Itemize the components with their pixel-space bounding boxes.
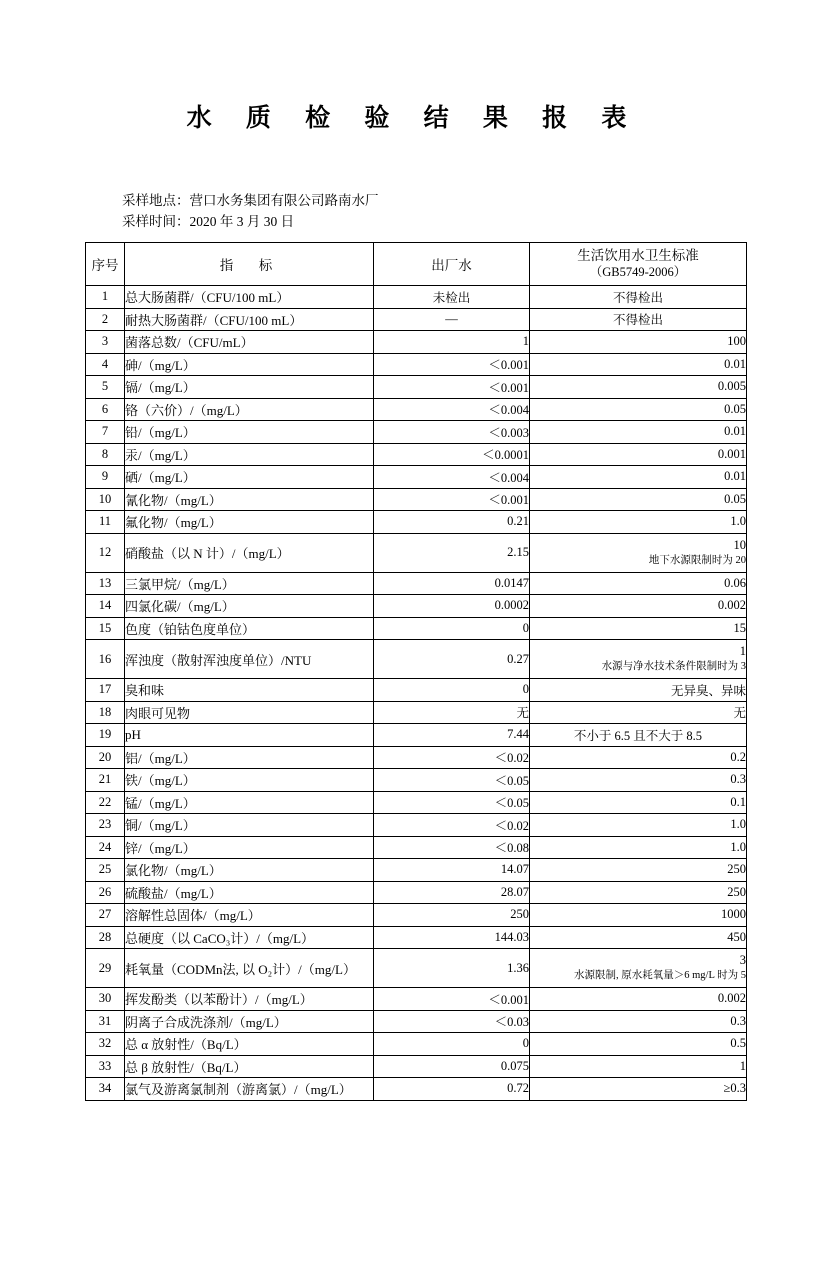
cell-standard: 0.3: [530, 1010, 747, 1033]
cell-index: 14: [86, 595, 125, 618]
cell-item: 锰/（mg/L）: [125, 791, 374, 814]
cell-standard: 0.3: [530, 769, 747, 792]
cell-index: 19: [86, 724, 125, 747]
cell-standard: [530, 533, 747, 572]
cell-standard: 1.0: [530, 511, 747, 534]
cell-value: ＜0.05: [374, 791, 530, 814]
cell-item: 耐热大肠菌群/（CFU/100 mL）: [125, 308, 374, 331]
cell-index: 10: [86, 488, 125, 511]
cell-value: 144.03: [374, 926, 530, 949]
table-body: [86, 286, 747, 1101]
document-page: [0, 98, 827, 1267]
cell-item: 锌/（mg/L）: [125, 836, 374, 859]
cell-value: ＜0.003: [374, 421, 530, 444]
cell-standard: 0.05: [530, 488, 747, 511]
cell-standard: 0.001: [530, 443, 747, 466]
cell-item: 挥发酚类（以苯酚计）/（mg/L）: [125, 988, 374, 1011]
table-row: [86, 1078, 747, 1101]
cell-standard: 1: [530, 1055, 747, 1078]
standard-value: 1: [739, 644, 746, 658]
table-row: [86, 376, 747, 399]
cell-item: 总硬度（以 CaCO₃计）/（mg/L）: [125, 926, 374, 949]
page-title: 水 质 检 验 结 果 报 表: [186, 105, 641, 132]
table-row: [86, 398, 747, 421]
cell-index: 33: [86, 1055, 125, 1078]
table-row: [86, 286, 747, 309]
table-header-row: [86, 243, 747, 286]
sampling-date: 采样时间：2020 年 3 月 30 日: [122, 214, 295, 229]
cell-value: 0.27: [374, 640, 530, 679]
cell-index: 13: [86, 572, 125, 595]
cell-value: 0: [374, 1033, 530, 1056]
cell-value: ＜0.001: [374, 488, 530, 511]
table-row: [86, 572, 747, 595]
standard-note: 水源限制, 原水耗氧量＞6 mg/L 时为 5: [574, 970, 746, 981]
cell-value: 14.07: [374, 859, 530, 882]
column-header-index: 序号: [86, 243, 125, 286]
cell-value: 0.0002: [374, 595, 530, 618]
cell-item: 臭和味: [125, 679, 374, 702]
table-row: [86, 679, 747, 702]
cell-standard: 15: [530, 617, 747, 640]
cell-index: 15: [86, 617, 125, 640]
cell-standard: 1.0: [530, 814, 747, 837]
cell-standard: 0.5: [530, 1033, 747, 1056]
cell-standard: [530, 949, 747, 988]
cell-index: 11: [86, 511, 125, 534]
cell-item: 溶解性总固体/（mg/L）: [125, 904, 374, 927]
cell-standard: [530, 640, 747, 679]
cell-index: 2: [86, 308, 125, 331]
table-row: [86, 1055, 747, 1078]
cell-index: 24: [86, 836, 125, 859]
table-row: [86, 791, 747, 814]
standard-value: 10: [733, 537, 746, 552]
table-row: [86, 814, 747, 837]
cell-index: 18: [86, 701, 125, 724]
cell-value: 2.15: [374, 533, 530, 572]
table-row: [86, 595, 747, 618]
cell-standard: 0.01: [530, 353, 747, 376]
cell-item: 阴离子合成洗涤剂/（mg/L）: [125, 1010, 374, 1033]
cell-index: 31: [86, 1010, 125, 1033]
cell-value: 0.21: [374, 511, 530, 534]
cell-item: 浑浊度（散射浑浊度单位）/NTU: [125, 640, 374, 679]
table-row: [86, 836, 747, 859]
cell-item: 三氯甲烷/（mg/L）: [125, 572, 374, 595]
cell-index: 27: [86, 904, 125, 927]
table-row: [86, 926, 747, 949]
cell-value: 0: [374, 679, 530, 702]
table-header: [86, 243, 747, 286]
cell-standard: 0.1: [530, 791, 747, 814]
cell-item: 铁/（mg/L）: [125, 769, 374, 792]
cell-item: 总大肠菌群/（CFU/100 mL）: [125, 286, 374, 309]
cell-value: ＜0.08: [374, 836, 530, 859]
cell-index: 6: [86, 398, 125, 421]
cell-item: 镉/（mg/L）: [125, 376, 374, 399]
cell-index: 8: [86, 443, 125, 466]
cell-standard: 0.2: [530, 746, 747, 769]
cell-value: 0: [374, 617, 530, 640]
cell-standard: 不得检出: [530, 286, 747, 309]
cell-index: 30: [86, 988, 125, 1011]
cell-value: ＜0.001: [374, 988, 530, 1011]
cell-standard: 0.002: [530, 595, 747, 618]
cell-value: ＜0.05: [374, 769, 530, 792]
sampling-meta: [122, 190, 827, 232]
cell-value: 7.44: [374, 724, 530, 747]
cell-item: 铝/（mg/L）: [125, 746, 374, 769]
cell-value: 未检出: [374, 286, 530, 309]
cell-index: 7: [86, 421, 125, 444]
cell-value: 0.72: [374, 1078, 530, 1101]
cell-item: 肉眼可见物: [125, 701, 374, 724]
table-row: [86, 949, 747, 988]
cell-value: ＜0.001: [374, 376, 530, 399]
cell-index: 9: [86, 466, 125, 489]
table-row: [86, 988, 747, 1011]
cell-index: 12: [86, 533, 125, 572]
standard-title-line2: （GB5749-2006）: [589, 265, 687, 279]
column-header-item: 指 标: [125, 243, 374, 286]
cell-item: 氯气及游离氯制剂（游离氯）/（mg/L）: [125, 1078, 374, 1101]
cell-standard: 450: [530, 926, 747, 949]
cell-value: ＜0.0001: [374, 443, 530, 466]
cell-value: ＜0.004: [374, 466, 530, 489]
cell-standard: 无: [530, 701, 747, 724]
cell-index: 3: [86, 331, 125, 354]
cell-value: ＜0.02: [374, 746, 530, 769]
cell-index: 29: [86, 949, 125, 988]
table-row: [86, 488, 747, 511]
cell-value: 1.36: [374, 949, 530, 988]
table-row: [86, 746, 747, 769]
water-quality-table: [85, 242, 747, 1101]
cell-index: 22: [86, 791, 125, 814]
cell-value: ＜0.03: [374, 1010, 530, 1033]
table-row: [86, 640, 747, 679]
cell-item: 硒/（mg/L）: [125, 466, 374, 489]
cell-item: 硝酸盐（以 N 计）/（mg/L）: [125, 533, 374, 572]
table-row: [86, 1010, 747, 1033]
table-row: [86, 443, 747, 466]
cell-standard: 0.06: [530, 572, 747, 595]
cell-index: 32: [86, 1033, 125, 1056]
cell-item: 硫酸盐/（mg/L）: [125, 881, 374, 904]
sampling-location: 采样地点：营口水务集团有限公司路南水厂: [122, 193, 379, 208]
standard-title-line1: 生活饮用水卫生标准: [577, 248, 699, 263]
cell-item: 铅/（mg/L）: [125, 421, 374, 444]
table-row: [86, 331, 747, 354]
cell-value: 250: [374, 904, 530, 927]
cell-value: ＜0.02: [374, 814, 530, 837]
table-row: [86, 511, 747, 534]
cell-item: 四氯化碳/（mg/L）: [125, 595, 374, 618]
cell-value: 1: [374, 331, 530, 354]
table-row: [86, 421, 747, 444]
standard-value: 3: [739, 953, 746, 967]
cell-standard: 0.05: [530, 398, 747, 421]
table-row: [86, 308, 747, 331]
cell-index: 28: [86, 926, 125, 949]
cell-index: 1: [86, 286, 125, 309]
cell-item: pH: [125, 724, 374, 747]
table-row: [86, 904, 747, 927]
table-row: [86, 617, 747, 640]
cell-item: 总 α 放射性/（Bq/L）: [125, 1033, 374, 1056]
table-row: [86, 701, 747, 724]
cell-item: 氟化物/（mg/L）: [125, 511, 374, 534]
cell-item: 铜/（mg/L）: [125, 814, 374, 837]
cell-item: 铬（六价）/（mg/L）: [125, 398, 374, 421]
cell-value: 0.0147: [374, 572, 530, 595]
cell-index: 17: [86, 679, 125, 702]
table-row: [86, 466, 747, 489]
cell-index: 4: [86, 353, 125, 376]
cell-item: 总 β 放射性/（Bq/L）: [125, 1055, 374, 1078]
cell-index: 34: [86, 1078, 125, 1101]
cell-index: 21: [86, 769, 125, 792]
standard-note: 水源与净水技术条件限制时为 3: [601, 661, 746, 672]
cell-item: 菌落总数/（CFU/mL）: [125, 331, 374, 354]
standard-note: 地下水源限制时为 20: [648, 554, 746, 566]
cell-item: 汞/（mg/L）: [125, 443, 374, 466]
column-header-standard: [530, 243, 747, 286]
cell-value: 0.075: [374, 1055, 530, 1078]
cell-standard: 0.01: [530, 466, 747, 489]
cell-standard: 不小于 6.5 且不大于 8.5: [530, 724, 747, 747]
cell-standard: ≥0.3: [530, 1078, 747, 1101]
table-row: [86, 353, 747, 376]
column-header-value: 出厂水: [374, 243, 530, 286]
cell-item: 色度（铂钴色度单位）: [125, 617, 374, 640]
cell-standard: 1000: [530, 904, 747, 927]
cell-standard: 1.0: [530, 836, 747, 859]
cell-index: 20: [86, 746, 125, 769]
cell-item: 耗氧量（CODMn法, 以 O₂计）/（mg/L）: [125, 949, 374, 988]
cell-standard: 不得检出: [530, 308, 747, 331]
cell-value: ＜0.004: [374, 398, 530, 421]
table-row: [86, 859, 747, 882]
cell-standard: 0.002: [530, 988, 747, 1011]
cell-index: 26: [86, 881, 125, 904]
cell-value: 无: [374, 701, 530, 724]
cell-value: —: [374, 308, 530, 331]
table-row: [86, 533, 747, 572]
cell-item: 砷/（mg/L）: [125, 353, 374, 376]
cell-standard: 250: [530, 859, 747, 882]
cell-standard: 无异臭、异味: [530, 679, 747, 702]
cell-standard: 100: [530, 331, 747, 354]
table-row: [86, 769, 747, 792]
cell-item: 氯化物/（mg/L）: [125, 859, 374, 882]
table-row: [86, 1033, 747, 1056]
cell-index: 25: [86, 859, 125, 882]
cell-standard: 250: [530, 881, 747, 904]
cell-standard: 0.01: [530, 421, 747, 444]
cell-value: ＜0.001: [374, 353, 530, 376]
table-row: [86, 881, 747, 904]
table-row: [86, 724, 747, 747]
cell-index: 16: [86, 640, 125, 679]
cell-standard: 0.005: [530, 376, 747, 399]
cell-item: 氰化物/（mg/L）: [125, 488, 374, 511]
cell-index: 5: [86, 376, 125, 399]
cell-index: 23: [86, 814, 125, 837]
cell-value: 28.07: [374, 881, 530, 904]
